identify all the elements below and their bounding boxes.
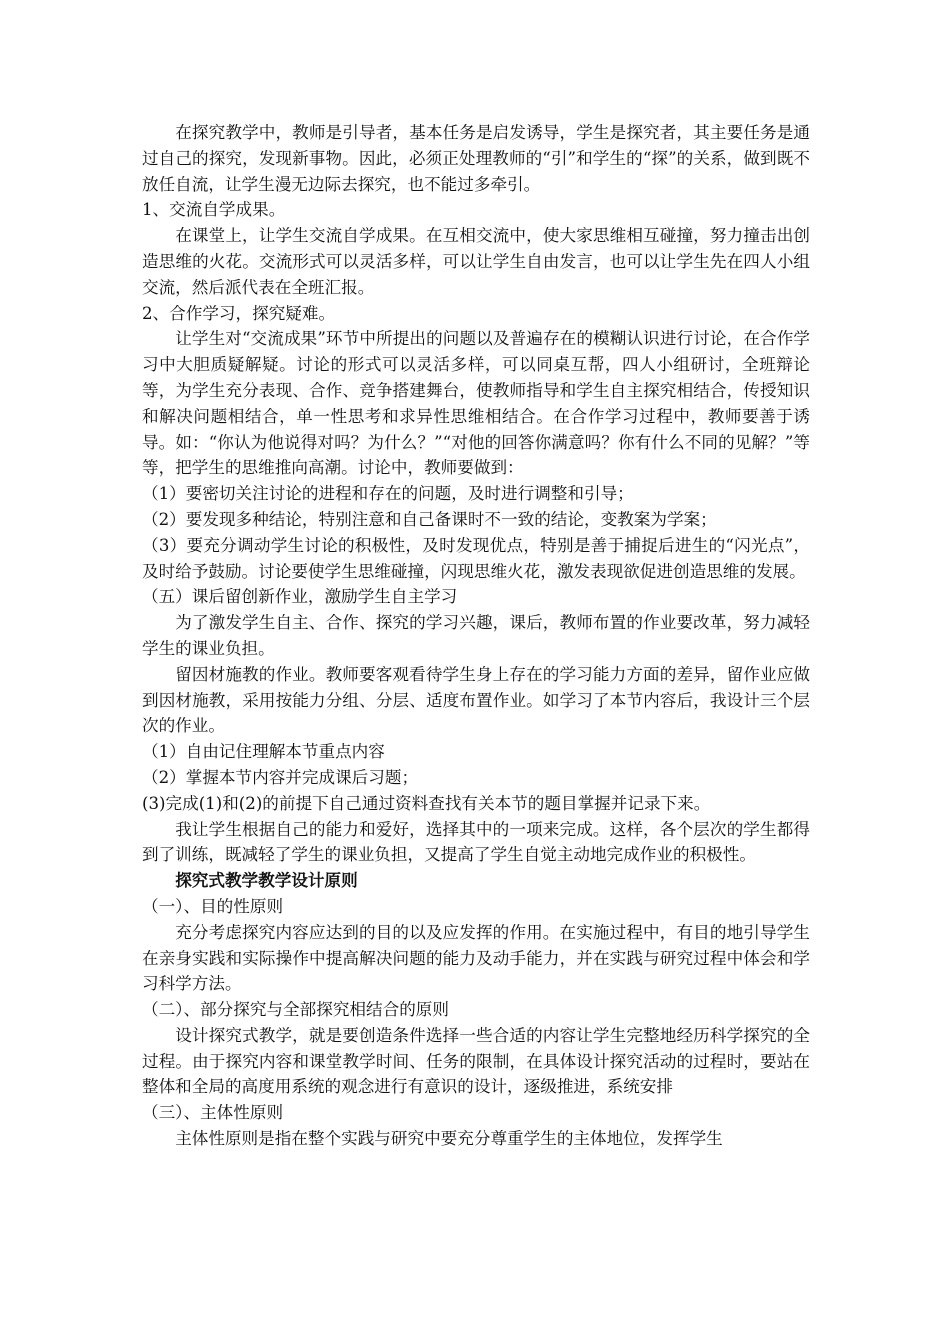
paragraph-purpose-principle: 充分考虑探究内容应达到的目的以及应发挥的作用。在实施过程中，有目的地引导学生在亲身实践和实际操作中提高解决问题的能力及动手能力，并在实践与研究过程中体会和学习科学方法。 (142, 922, 810, 994)
list-item-homework-1: （1）自由记住理解本节重点内容 (142, 742, 385, 762)
list-item-homework-3: (3)完成(1)和(2)的前提下自己通过资料查找有关本节的题目掌握并记录下来。 (142, 793, 711, 813)
heading-purpose-principle: （一）、目的性原则 (142, 896, 284, 916)
heading-homework: （五）课后留创新作业，激励学生自主学习 (142, 587, 458, 607)
heading-cooperative-learning: 2、合作学习，探究疑难。 (142, 303, 336, 323)
paragraph-exchange-results: 在课堂上，让学生交流自学成果。在互相交流中，使大家思维相互碰撞，努力撞击出创造思维的火花。交流形式可以灵活多样，可以让学生自由发言，也可以让学生先在四人小组交流，然后派代表在全班汇报。 (142, 226, 810, 297)
paragraph-partial-full-principle: 设计探究式教学，就是要创造条件选择一些合适的内容让学生完整地经历科学探究的全过程。由于探究内容和课堂教学时间、任务的限制，在具体设计探究活动的过程时，要站在整体和全局的高度用系统的观念进行有意识的设计，逐级推进，系统安排 (142, 1025, 810, 1097)
list-item-discussion-2: （2）要发现多种结论，特别注意和自己备课时不一致的结论，变教案为学案； (142, 509, 717, 529)
section-title-design-principles: 探究式教学教学设计原则 (175, 870, 358, 891)
paragraph-homework-choice: 我让学生根据自己的能力和爱好，选择其中的一项来完成。这样，各个层次的学生都得到了训练，既减轻了学生的课业负担，又提高了学生自觉主动地完成作业的积极性。 (142, 819, 810, 865)
list-item-discussion-1: （1）要密切关注讨论的进程和存在的问题，及时进行调整和引导； (142, 484, 634, 504)
heading-subject-principle: （三）、主体性原则 (142, 1103, 284, 1123)
paragraph-cooperative-learning: 让学生对“交流成果”环节中所提出的问题以及普遍存在的模糊认识进行讨论，在合作学习中大胆质疑解疑。讨论的形式可以灵活多样，可以同桌互帮，四人小组研讨，全班辩论等，为学生充分表现、合作、竞争搭建舞台，使教师指导和学生自主探究相结合，传授知识和解决问题相结合，单一性思考和求异性思维相结合。在合作学习过程中，教师要善于诱导。如：“你认为他说得对吗？为什么？”“对他的回答你满意吗？你有什么不同的见解？”等等，把学生的思维推向高潮。讨论中，教师要做到： (142, 329, 810, 478)
document-body (142, 120, 810, 1152)
paragraph-intro: 在探究教学中，教师是引导者，基本任务是启发诱导，学生是探究者，其主要任务是通过自己的探究，发现新事物。因此，必须正处理教师的“引”和学生的“探”的关系，做到既不放任自流，让学生漫无边际去探究，也不能过多牵引。 (142, 123, 810, 194)
paragraph-tiered-homework: 留因材施教的作业。教师要客观看待学生身上存在的学习能力方面的差异，留作业应做到因材施教，采用按能力分组、分层、适度布置作业。如学习了本节内容后，我设计三个层次的作业。 (142, 664, 810, 736)
list-item-discussion-3: （3）要充分调动学生讨论的积极性，及时发现优点，特别是善于捕捉后进生的“闪光点”，及时给予鼓励。讨论要使学生思维碰撞，闪现思维火花，激发表现欲促进创造思维的发展。 (142, 535, 810, 581)
paragraph-subject-principle: 主体性原则是指在整个实践与研究中要充分尊重学生的主体地位，发挥学生 (175, 1129, 723, 1149)
list-item-homework-2: （2）掌握本节内容并完成课后习题； (142, 767, 419, 787)
heading-partial-full-principle: （二）、部分探究与全部探究相结合的原则 (142, 1000, 449, 1020)
paragraph-homework-intro: 为了激发学生自主、合作、探究的学习兴趣，课后，教师布置的作业要改革，努力减轻学生的课业负担。 (142, 613, 810, 658)
heading-exchange-results: 1、交流自学成果。 (142, 200, 286, 220)
